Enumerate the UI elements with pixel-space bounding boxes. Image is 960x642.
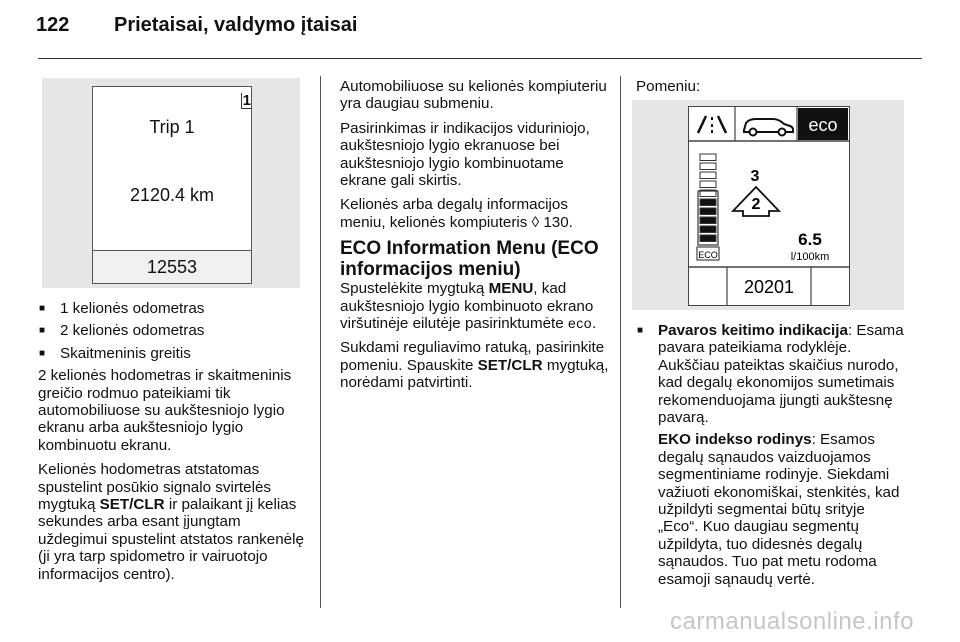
eco-odometer: 20201: [743, 277, 795, 297]
eco-display-figure: [632, 100, 904, 310]
eco-segment-empty: [700, 172, 716, 179]
paragraph: Pomeniu:: [636, 78, 701, 95]
callout-number: 1: [242, 92, 251, 109]
trip-title: Trip 1: [149, 117, 195, 137]
consumption-value: 6.5: [798, 230, 822, 249]
eco-segment-filled: [700, 226, 716, 233]
header-rule: [38, 58, 922, 59]
consumption-unit: l/100km: [790, 251, 830, 263]
text: , kad aukštesniojo lygio kombinuoto ekrano viršutinėje eilutėje pasirinktumėte: [340, 280, 594, 333]
column-divider-1: [320, 76, 321, 608]
car-icon: [744, 119, 793, 136]
paragraph: [340, 339, 610, 391]
trip-odometer-figure: [42, 78, 300, 288]
paragraph: Automobiliuose su kelionės kompiuteriu yra daugiau submeniu.: [340, 78, 607, 113]
eco-display-screen: [688, 106, 850, 306]
menu-term: MENU: [488, 280, 534, 298]
eco-segment-filled: [700, 199, 716, 206]
page-title: Prietaisai, valdymo įtaisai: [114, 14, 358, 36]
eco-segment-empty: [700, 181, 716, 188]
eco-tab-label: eco: [808, 115, 838, 135]
road-icon: [698, 116, 726, 133]
eco-segment-filled: [700, 235, 716, 242]
column-2: [340, 78, 610, 399]
setclr-term: SET/CLR: [477, 356, 543, 374]
eco-display-graphic: [689, 107, 849, 305]
eco-segment-filled: [700, 208, 716, 215]
page-number: 122: [36, 14, 70, 36]
list-item: ■ Skaitmeninis greitis: [38, 345, 308, 362]
text: ir palaikant jį kelias sekundes arba esant įjungtam uždegimui spustelint atstatos rankenėlę (ji yra tarp spidometro ir vairuotojo informacijos centro).: [38, 496, 304, 583]
column-divider-2: [620, 76, 621, 608]
text: mygtuką, norėdami patvirtinti.: [340, 356, 609, 392]
odometer-bar: 12553: [93, 250, 251, 283]
paragraph: Pasirinkimas ir indikacijos viduriniojo, aukštesniojo lygio ekranuose bei aukštesniojo lygio kombinuotame ekrane gali skirtis.: [340, 119, 590, 190]
text: Spustelėkite mygtuką: [340, 280, 489, 298]
text: Kelionės hodometras atstatomas spustelint posūkio signalo svirtelės mygtuką: [38, 461, 271, 514]
eco-segment-bar: [698, 154, 718, 245]
paragraph: [636, 431, 908, 588]
watermark: carmanualsonline.info: [670, 608, 914, 635]
eco-symbol: eco: [567, 315, 593, 332]
section-heading: ECO Information Menu (ECO informacijos meniu): [340, 238, 599, 281]
list-item: ■ 2 kelionės odometras: [38, 322, 308, 339]
setclr-term: SET/CLR: [99, 496, 165, 514]
eco-index-term: EKO indekso rodinys: [658, 431, 812, 449]
upper-gear-number: 3: [750, 168, 760, 185]
eco-segment-empty: [700, 163, 716, 170]
eco-index-label: ECO: [698, 250, 718, 260]
eco-segment-filled: [700, 217, 716, 224]
trip-display-screen: [92, 86, 252, 284]
paragraph: Kelionės arba degalų informacijos meniu, kelionės kompiuteris ◊ 130.: [340, 196, 573, 231]
text: Sukdami reguliavimo ratuką, pasirinkite pomeniu. Spauskite: [340, 339, 605, 374]
submenu-list: [636, 322, 908, 426]
paragraph: [38, 461, 308, 583]
trip-distance: 2120.4 km: [129, 185, 215, 205]
page-header: [36, 14, 357, 37]
text: : Esama pavara pateikiama rodyklėje. Aukščiau pateiktas skaičius nurodo, kad degalų ekonomijos sumetimais rekomenduojama įjungti aukštesnę pavarą.: [658, 322, 904, 427]
list-item: [636, 322, 908, 426]
column-3: [636, 78, 908, 102]
shift-indicator-term: Pavaros keitimo indikacija: [658, 322, 848, 339]
column-1: [38, 300, 308, 590]
paragraph: [340, 280, 610, 332]
text: : Esamos degalų sąnaudos vaizduojamos segmentiniame rodinyje. Siekdami važiuoti ekonomiškai, stenkitės, kad užpildyti segmentai būtų srityje „Eco“. Kuo daugiau segmentų užpildyta, tuo didesnės degalų sąnaudos. Tuo pat metu rodoma esamoji sąnaudų vertė.: [658, 431, 900, 588]
column-3-lower: [636, 322, 908, 595]
text: .: [592, 315, 597, 333]
eco-segment-empty: [700, 154, 716, 161]
trip-bullet-list: [38, 300, 308, 362]
current-gear-number: 2: [751, 196, 761, 213]
paragraph: 2 kelionės hodometras ir skaitmeninis greičio rodmuo pateikiami tik automobiliuose su aukštesniojo lygio ekranu arba aukštesniojo lygio kombinuotu ekranu.: [38, 367, 292, 454]
list-item: ■ 1 kelionės odometras: [38, 300, 308, 317]
